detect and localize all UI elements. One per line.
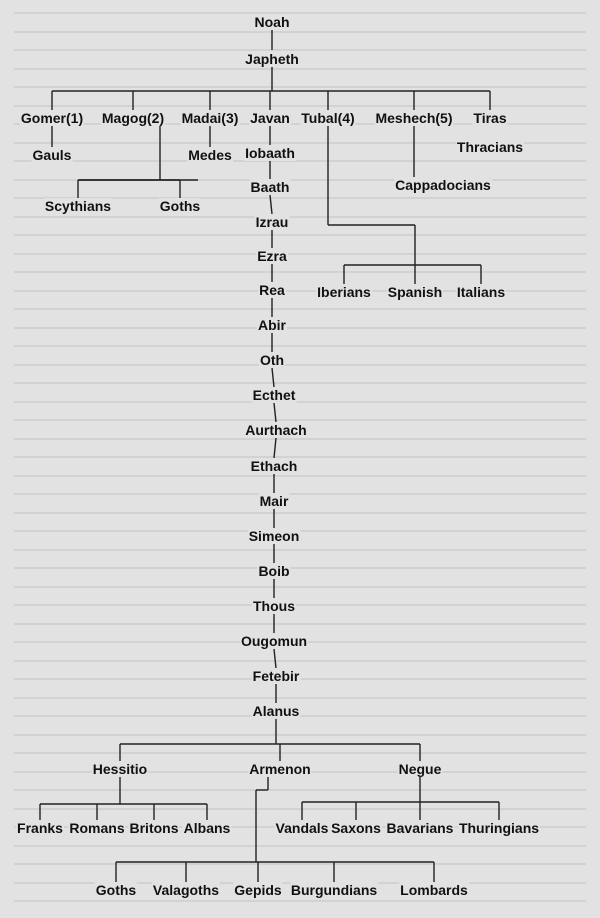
node-tiras: Tiras xyxy=(473,110,507,126)
node-britons: Britons xyxy=(129,820,179,836)
node-ecthet: Ecthet xyxy=(252,387,296,403)
node-thracians: Thracians xyxy=(456,139,524,155)
node-oth: Oth xyxy=(259,352,285,368)
node-iberians: Iberians xyxy=(317,284,371,300)
connector-line xyxy=(272,368,274,387)
node-goths-magog: Goths xyxy=(159,198,201,214)
node-romans: Romans xyxy=(69,820,125,836)
node-spanish: Spanish xyxy=(387,284,443,300)
node-rea: Rea xyxy=(259,282,285,298)
node-ezra: Ezra xyxy=(257,248,287,264)
node-meshech: Meshech(5) xyxy=(375,110,453,126)
connector-line xyxy=(274,649,276,668)
node-thuringians: Thuringians xyxy=(458,820,540,836)
node-goths-armenon: Goths xyxy=(95,882,137,898)
node-gauls: Gauls xyxy=(32,147,72,163)
node-armenon: Armenon xyxy=(249,761,311,777)
node-burgundians: Burgundians xyxy=(290,882,378,898)
node-magog: Magog(2) xyxy=(101,110,165,126)
node-franks: Franks xyxy=(17,820,63,836)
node-izrau: Izrau xyxy=(255,214,289,230)
node-gepids: Gepids xyxy=(234,882,282,898)
node-negue: Negue xyxy=(398,761,442,777)
node-cappadocians: Cappadocians xyxy=(395,177,491,193)
node-italians: Italians xyxy=(456,284,506,300)
node-aurthach: Aurthach xyxy=(245,422,307,438)
node-japheth: Japheth xyxy=(245,51,299,67)
node-fetebir: Fetebir xyxy=(252,668,300,684)
node-abir: Abir xyxy=(258,317,286,333)
node-albans: Albans xyxy=(183,820,231,836)
connector-line xyxy=(270,195,272,214)
node-alanus: Alanus xyxy=(252,703,300,719)
node-hessitio: Hessitio xyxy=(92,761,148,777)
node-saxons: Saxons xyxy=(331,820,381,836)
node-ethach: Ethach xyxy=(250,458,298,474)
node-medes: Medes xyxy=(188,147,232,163)
node-simeon: Simeon xyxy=(248,528,300,544)
node-boib: Boib xyxy=(258,563,290,579)
node-mair: Mair xyxy=(259,493,289,509)
connector-line xyxy=(274,403,276,422)
node-javan: Javan xyxy=(250,110,290,126)
node-valagoths: Valagoths xyxy=(152,882,220,898)
node-madai: Madai(3) xyxy=(181,110,239,126)
node-bavarians: Bavarians xyxy=(386,820,454,836)
connector-line xyxy=(274,438,276,458)
node-tubal: Tubal(4) xyxy=(301,110,355,126)
node-baath: Baath xyxy=(250,179,290,195)
node-ougomun: Ougomun xyxy=(240,633,308,649)
node-noah: Noah xyxy=(254,14,290,30)
node-lombards: Lombards xyxy=(400,882,468,898)
node-thous: Thous xyxy=(253,598,295,614)
node-scythians: Scythians xyxy=(44,198,112,214)
node-vandals: Vandals xyxy=(275,820,329,836)
node-gomer: Gomer(1) xyxy=(20,110,84,126)
node-iobaath: Iobaath xyxy=(245,145,295,161)
